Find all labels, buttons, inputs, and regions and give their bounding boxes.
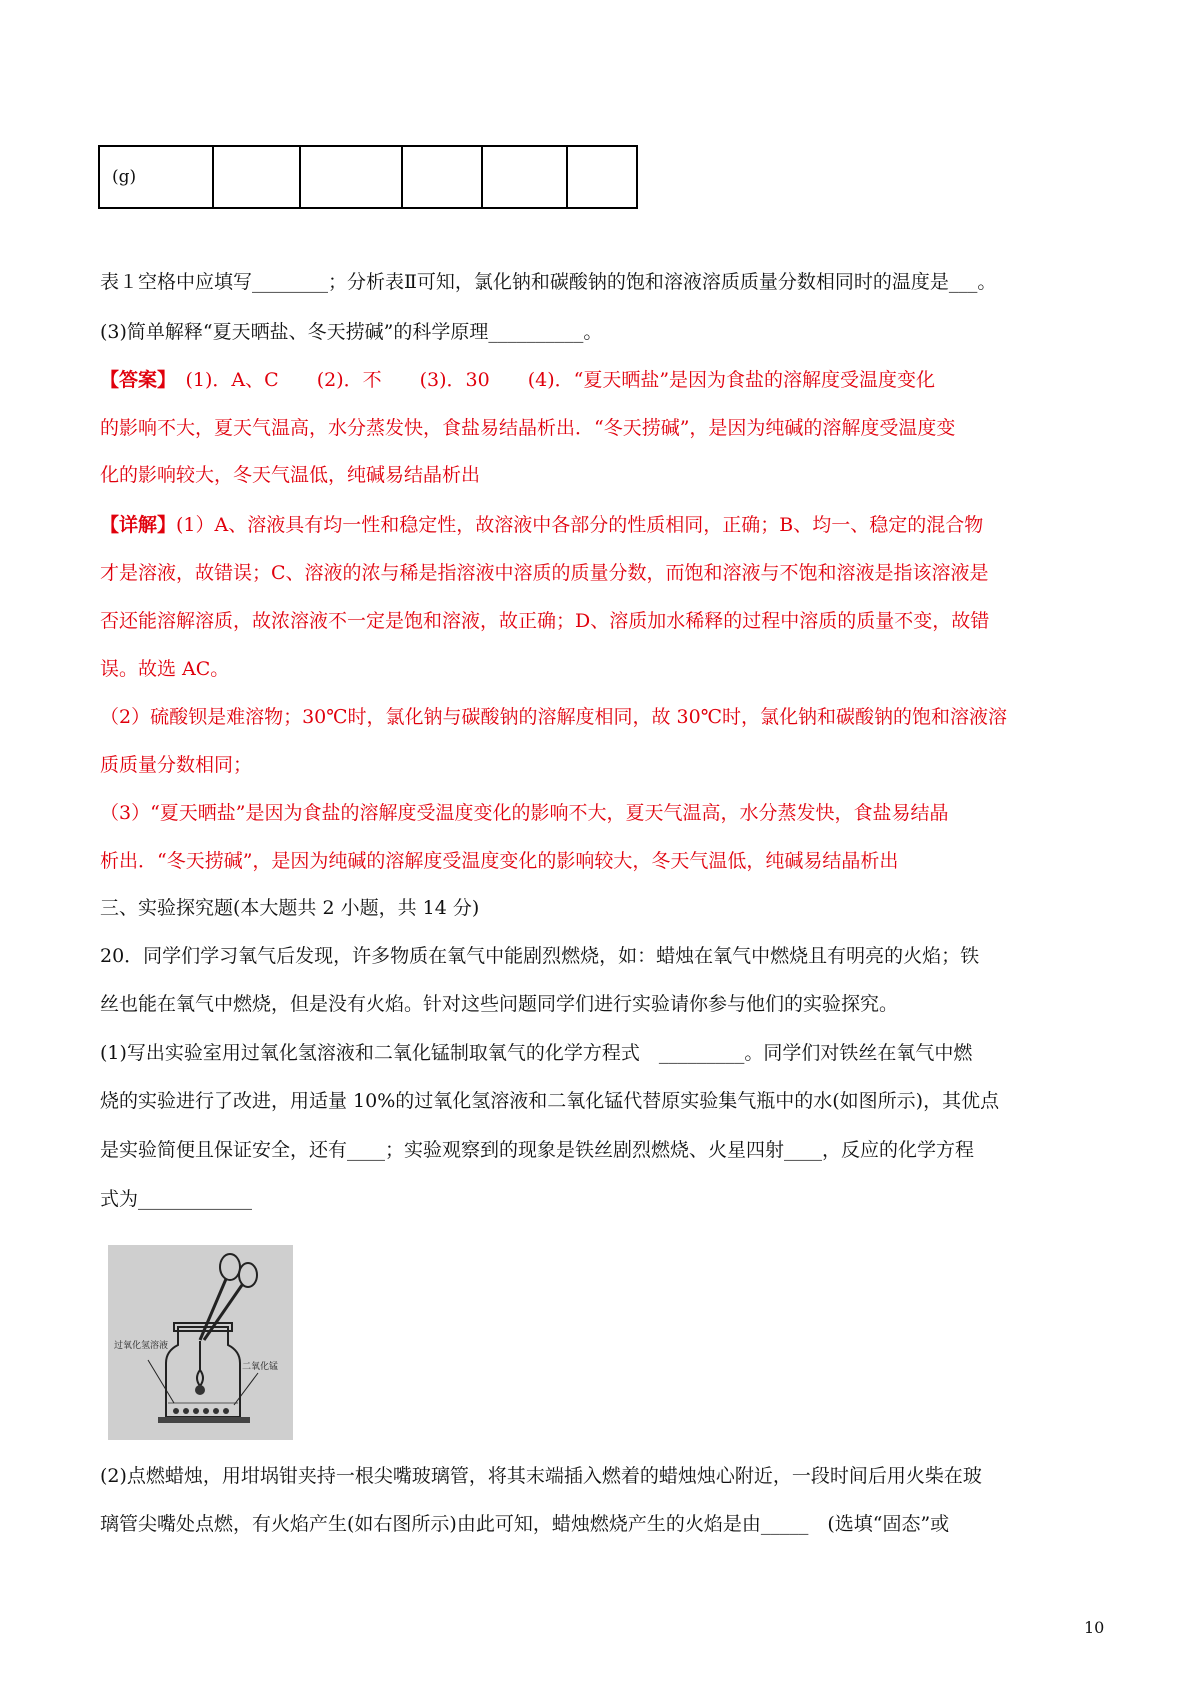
- question-line: 丝也能在氧气中燃烧，但是没有火焰。针对这些问题同学们进行实验请你参与他们的实验探究。: [100, 993, 899, 1015]
- explanation-label: 【详解】: [100, 514, 177, 536]
- question-line: 是实验简便且保证安全，还有____；实验观察到的现象是铁丝剧烈燃烧、火星四射____，反应的化学方程: [100, 1139, 975, 1161]
- answer-line: 的影响不大，夏天气温高，水分蒸发快，食盐易结晶析出．“冬天捞碱”，是因为纯碱的溶解度受温度变: [100, 417, 956, 439]
- answer-line: [100, 367, 1100, 393]
- explanation-line: （3）“夏天晒盐”是因为食盐的溶解度受温度变化的影响不大，夏天气温高，水分蒸发快，食盐易结晶: [100, 802, 949, 824]
- page-number: 10: [1084, 1618, 1105, 1637]
- answer-line: 化的影响较大，冬天气温低，纯碱易结晶析出: [100, 464, 481, 486]
- experiment-figure: [108, 1245, 293, 1440]
- data-table-fragment: [98, 145, 638, 209]
- question-line: 璃管尖嘴处点燃，有火焰产生(如右图所示)由此可知，蜡烛燃烧产生的火焰是由_____ (选填“固态”或: [100, 1513, 950, 1535]
- explanation-line: （2）硫酸钡是难溶物；30℃时，氯化钠与碳酸钠的溶解度相同，故 30℃时，氯化钠和碳酸钠的饱和溶液溶: [100, 706, 1007, 728]
- explanation-text: (1）A、溶液具有均一性和稳定性，故溶液中各部分的性质相同，正确；B、均一、稳定的混合物: [176, 514, 984, 536]
- figure-label-left: 过氧化氢溶液: [114, 1341, 169, 1351]
- table-row-label: (g): [99, 146, 213, 208]
- table-cell: [402, 146, 482, 208]
- iron-wire-bottle-illustration: [108, 1245, 293, 1440]
- answer-text: (1)．A、C (2)．不 (3)．30 (4)．“夏天晒盐”是因为食盐的溶解度受温度变化: [166, 369, 936, 391]
- section-heading: 三、实验探究题(本大题共 2 小题，共 14 分): [100, 897, 480, 919]
- figure-label-right: 二氧化锰: [242, 1362, 279, 1372]
- explanation-line: 才是溶液，故错误；C、溶液的浓与稀是指溶液中溶质的质量分数，而饱和溶液与不饱和溶液是指该溶液是: [100, 562, 989, 584]
- table-cell: [482, 146, 567, 208]
- question-line: (2)点燃蜡烛，用坩埚钳夹持一根尖嘴玻璃管，将其末端插入燃着的蜡烛烛心附近，一段时间后用火柴在玻: [100, 1465, 982, 1487]
- table-cell: [567, 146, 637, 208]
- question-line: 式为____________: [100, 1188, 253, 1210]
- answer-label: 【答案】: [100, 369, 167, 391]
- table-cell: [213, 146, 300, 208]
- explanation-line: 否还能溶解溶质，故浓溶液不一定是饱和溶液，故正确；D、溶质加水稀释的过程中溶质的质量不变，故错: [100, 610, 990, 632]
- table-cell: [300, 146, 402, 208]
- explanation-line: 析出．“冬天捞碱”，是因为纯碱的溶解度受温度变化的影响较大，冬天气温低，纯碱易结晶析出: [100, 850, 899, 872]
- question-line: (1)写出实验室用过氧化氢溶液和二氧化锰制取氧气的化学方程式 _________。同学们对铁丝在氧气中燃: [100, 1042, 973, 1064]
- question-line: 烧的实验进行了改进，用适量 10%的过氧化氢溶液和二氧化锰代替原实验集气瓶中的水(如图所示)，其优点: [100, 1090, 1000, 1112]
- question-line: (3)简单解释“夏天晒盐、冬天捞碱”的科学原理__________。: [100, 321, 603, 343]
- explanation-line: 误。故选 AC。: [100, 658, 230, 680]
- question-line: 表１空格中应填写________；分析表Ⅱ可知，氯化钠和碳酸钠的饱和溶液溶质质量分数相同时的温度是___。: [100, 271, 997, 293]
- table-row: [99, 146, 637, 208]
- explanation-line: 质质量分数相同；: [100, 754, 253, 776]
- explanation-line: [100, 512, 1100, 538]
- question-line: 20．同学们学习氧气后发现，许多物质在氧气中能剧烈燃烧，如：蜡烛在氧气中燃烧且有明亮的火焰；铁: [100, 945, 980, 967]
